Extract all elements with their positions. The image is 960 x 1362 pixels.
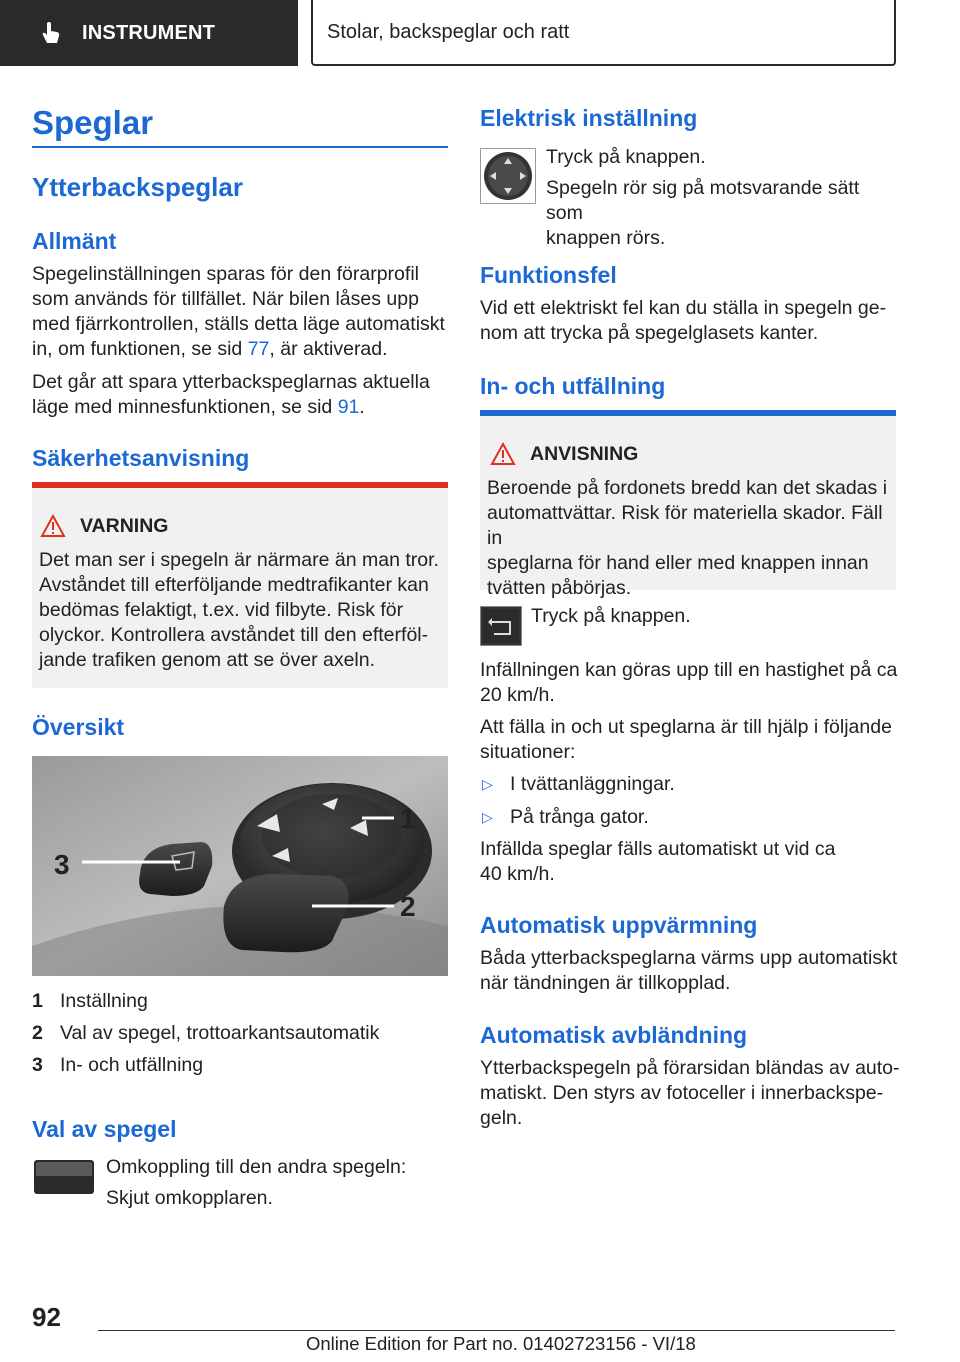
text-line: jande trafiken genom att se över axeln. (39, 649, 376, 671)
fold-paragraph-1 (480, 658, 900, 708)
fold-press-text: Tryck på knappen. (531, 605, 691, 627)
fault-paragraph (480, 296, 900, 346)
heading-heating: Automatisk uppvärmning (480, 912, 758, 938)
text-line: när tändningen är tillkopplad. (480, 972, 731, 994)
warning-title (40, 514, 168, 538)
text: , är aktiverad. (269, 338, 388, 360)
fold-paragraph-2 (480, 715, 900, 765)
bullet-text: På trånga gator. (510, 806, 649, 828)
bullet-item-1 (482, 773, 675, 796)
legend-text: Inställning (60, 990, 148, 1012)
fold-paragraph-3 (480, 837, 900, 887)
text-line: med fjärrkontrollen, ställs detta läge automatiskt (32, 313, 445, 335)
text-line: 20 km/h. (480, 684, 555, 706)
text-line: Infällningen kan göras upp till en hastighet på ca (480, 659, 898, 681)
note-title-text: ANVISNING (530, 442, 639, 465)
text-line: tvätten påbörjas. (487, 577, 632, 599)
text-line: Det man ser i spegeln är närmare än man tror. (39, 549, 439, 571)
text: läge med minnesfunktionen, se sid (32, 396, 338, 418)
text-line: Avståndet till efterföljande medtrafikanter kan (39, 574, 429, 596)
text-line: Båda ytterbackspeglarna värms upp automatiskt (480, 947, 898, 969)
note-title (490, 442, 638, 466)
dimming-paragraph (480, 1056, 900, 1131)
warning-title-text: VARNING (80, 514, 169, 537)
overview-photo (32, 756, 448, 976)
direction-pad-icon (480, 148, 536, 209)
heading-dimming: Automatisk avbländning (480, 1022, 748, 1048)
tab-instrument-label: INSTRUMENT (82, 21, 216, 44)
fold-button-icon (480, 606, 522, 651)
page-number: 92 (32, 1302, 61, 1332)
text-line: automattvättar. Risk för materiella skador. Fäll in (487, 502, 883, 549)
allmant-paragraph-1 (32, 262, 452, 362)
heading-electric: Elektrisk inställning (480, 105, 698, 131)
heading-fault: Funktionsfel (480, 262, 617, 288)
callout-2: 2 (400, 891, 416, 922)
legend-item-3 (32, 1054, 203, 1077)
heading-safety: Säkerhetsanvisning (32, 445, 250, 471)
text-line: geln. (480, 1107, 523, 1129)
text: . (359, 396, 365, 418)
text-line: Infällda speglar fälls automatiskt ut vid ca (480, 838, 836, 860)
legend-item-2 (32, 1022, 379, 1045)
legend-number: 3 (32, 1054, 43, 1076)
legend-text: Val av spegel, trottoarkantsautomatik (60, 1022, 380, 1044)
heating-paragraph (480, 946, 900, 996)
legend-item-1 (32, 990, 148, 1013)
text-line: matiskt. Den styrs av fotoceller i innerbackspe- (480, 1082, 884, 1104)
text-line: knappen rörs. (546, 227, 666, 249)
warning-triangle-icon (490, 442, 516, 466)
title-rule (32, 146, 448, 148)
warning-body (39, 548, 439, 673)
heading-allmant: Allmänt (32, 228, 117, 254)
bullet-triangle-icon: ▷ (482, 809, 493, 825)
allmant-paragraph-2 (32, 370, 452, 420)
mirror-switch-icon (32, 1156, 96, 1201)
note-body (487, 476, 896, 601)
page-link-77[interactable]: 77 (247, 338, 270, 360)
note-box (480, 410, 896, 599)
text-line: bedömas felaktigt, t.ex. vid filbyte. Risk för (39, 599, 404, 621)
heading-select-mirror: Val av spegel (32, 1116, 177, 1142)
legend-number: 2 (32, 1022, 43, 1044)
text-line: situationer: (480, 741, 576, 763)
warning-triangle-icon (40, 514, 66, 538)
text-line: Att fälla in och ut speglarna är till hjälp i följande (480, 716, 892, 738)
text-line: som används för tillfället. När bilen låses upp (32, 288, 419, 310)
text-line: Det går att spara ytterbackspeglarnas aktuella (32, 371, 430, 393)
callout-3: 3 (54, 849, 70, 880)
footer-edition: Online Edition for Part no. 01402723156 - VI/18 (306, 1333, 696, 1354)
bullet-item-2 (482, 806, 649, 829)
text-line: Spegeln rör sig på motsvarande sätt som (546, 177, 860, 224)
text-line: Beroende på fordonets bredd kan det skadas i (487, 477, 888, 499)
header-tabs (0, 0, 960, 66)
text-line: Spegelinställningen sparas för den förarprofil (32, 263, 419, 285)
footer-rule (98, 1330, 895, 1331)
hand-pointer-icon (38, 20, 64, 46)
text-line: 40 km/h. (480, 863, 555, 885)
subtitle: Ytterbackspeglar (32, 172, 243, 202)
callout-1: 1 (400, 803, 416, 834)
bullet-triangle-icon: ▷ (482, 776, 493, 792)
electric-line-1: Tryck på knappen. (546, 146, 706, 168)
text-line: speglarna för hand eller med knappen innan (487, 552, 869, 574)
tab-instrument[interactable] (0, 0, 298, 66)
text-line (32, 395, 452, 420)
warning-box (32, 482, 448, 688)
page-link-91[interactable]: 91 (337, 396, 360, 418)
select-line-1: Omkoppling till den andra spegeln: (106, 1156, 407, 1178)
legend-number: 1 (32, 990, 43, 1012)
page-title: Speglar (32, 104, 154, 141)
heading-fold: In- och utfällning (480, 373, 666, 399)
heading-overview: Översikt (32, 714, 125, 740)
section-title: Stolar, backspeglar och ratt (311, 0, 896, 66)
text-line: nom att trycka på spegelglasets kanter. (480, 322, 819, 344)
bullet-text: I tvättanläggningar. (510, 773, 675, 795)
select-line-2: Skjut omkopplaren. (106, 1187, 273, 1209)
text-line: olyckor. Kontrollera avståndet till den efterföl- (39, 624, 429, 646)
text-line: Ytterbackspegeln på förarsidan bländas av auto- (480, 1057, 900, 1079)
legend-text: In- och utfällning (60, 1054, 204, 1076)
text: in, om funktionen, se sid (32, 338, 248, 360)
text-line (32, 337, 452, 362)
text-line: Vid ett elektriskt fel kan du ställa in spegeln ge- (480, 297, 887, 319)
electric-paragraph (546, 176, 898, 251)
